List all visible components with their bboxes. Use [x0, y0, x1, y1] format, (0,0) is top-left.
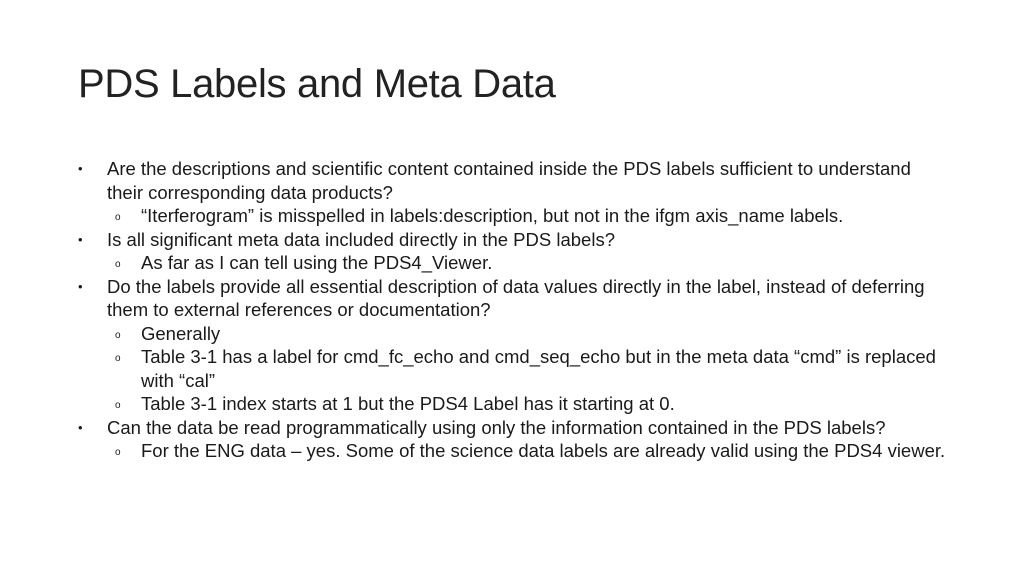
sub-bullet-text: For the ENG data – yes. Some of the science data labels are already valid using the PDS4 viewer. — [141, 440, 946, 461]
circle-bullet-icon: o — [115, 259, 121, 270]
bullet-item — [78, 228, 948, 275]
bullet-text: Do the labels provide all essential description of data values directly in the label, instead of deferring them to external references or documentation? — [107, 275, 925, 320]
slide-title: PDS Labels and Meta Data — [78, 62, 556, 106]
bullet-text: Can the data be read programmatically using only the information contained in the PDS labels? — [107, 416, 886, 438]
circle-bullet-icon: o — [115, 353, 121, 364]
bullet-text: Is all significant meta data included directly in the PDS labels? — [107, 228, 615, 250]
circle-bullet-icon: o — [115, 400, 121, 411]
sub-bullet-text: As far as I can tell using the PDS4_Viewer. — [141, 252, 493, 273]
sub-bullet-item — [107, 251, 948, 275]
bullet-text: Are the descriptions and scientific content contained inside the PDS labels sufficient to understand their corresponding data products? — [107, 158, 911, 203]
sub-bullet-item — [107, 204, 948, 228]
sub-bullet-list — [107, 322, 948, 416]
sub-bullet-item — [107, 439, 948, 463]
slide-content — [78, 157, 948, 463]
sub-bullet-item — [107, 345, 948, 392]
sub-bullet-text: Generally — [141, 322, 221, 344]
sub-bullet-text: “Iterferogram” is misspelled in labels:description, but not in the ifgm axis_name labels. — [141, 205, 844, 226]
bullet-dot-icon: • — [78, 231, 83, 247]
sub-bullet-list — [107, 251, 948, 275]
sub-bullet-text: Table 3-1 index starts at 1 but the PDS4 Label has it starting at 0. — [141, 393, 675, 414]
bullet-item — [78, 416, 948, 463]
circle-bullet-icon: o — [115, 212, 121, 223]
bullet-dot-icon: • — [78, 278, 83, 294]
circle-bullet-icon: o — [115, 329, 121, 341]
sub-bullet-item — [107, 392, 948, 416]
circle-bullet-icon: o — [115, 447, 121, 458]
sub-bullet-text: Table 3-1 has a label for cmd_fc_echo and cmd_seq_echo but in the meta data “cmd” is replaced with “cal” — [141, 346, 936, 391]
bullet-item — [78, 157, 948, 228]
sub-bullet-item — [107, 322, 948, 346]
bullet-list — [78, 157, 948, 463]
bullet-dot-icon: • — [78, 419, 83, 435]
sub-bullet-list — [107, 439, 948, 463]
bullet-dot-icon: • — [78, 161, 83, 176]
sub-bullet-list — [107, 204, 948, 228]
bullet-item — [78, 275, 948, 416]
